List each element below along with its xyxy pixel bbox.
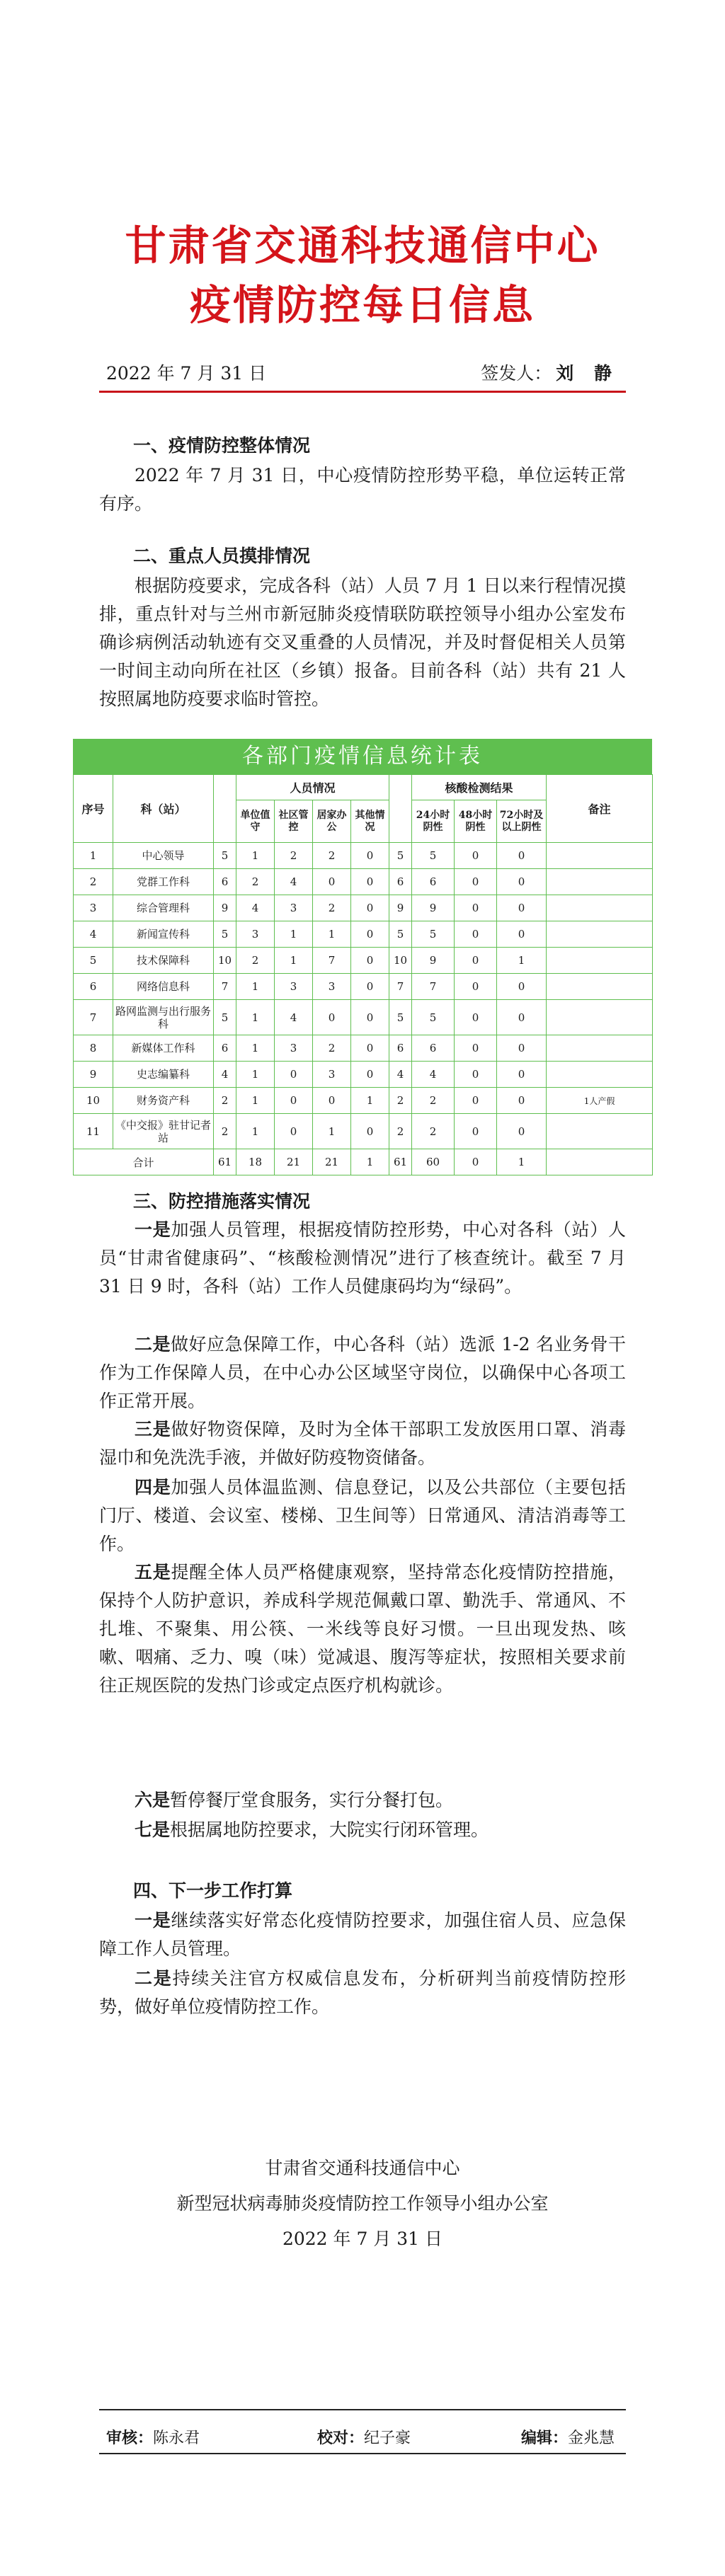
total-test-1: 0 <box>455 1149 497 1175</box>
row-dept: 中心领导 <box>113 843 214 869</box>
row-test-1: 0 <box>455 1035 497 1062</box>
item-lead: 二是 <box>135 1334 171 1355</box>
row-test-2: 0 <box>497 869 547 895</box>
section-2-heading: 二、重点人员摸排情况 <box>133 546 311 566</box>
row-no: 9 <box>74 1062 113 1088</box>
col-test-total <box>389 775 412 843</box>
table-row <box>74 1000 653 1035</box>
col-no: 序号 <box>74 775 113 843</box>
row-dept: 财务资产科 <box>113 1088 214 1114</box>
document-title-line1: 甘肃省交通科技通信中心 <box>125 222 600 270</box>
row-people-0: 1 <box>236 1114 275 1149</box>
col-total <box>214 775 236 843</box>
section-1-paragraph: 2022 年 7 月 31 日，中心疫情防控形势平稳，单位运转正常有序。 <box>99 465 626 514</box>
row-people-1: 0 <box>275 1088 313 1114</box>
row-test-total: 5 <box>389 843 412 869</box>
editor-name: 金兆慧 <box>568 2430 615 2447</box>
row-people-2: 2 <box>313 843 351 869</box>
row-people-2: 7 <box>313 948 351 974</box>
s3-item <box>99 1415 626 1472</box>
table-row <box>74 895 653 921</box>
proof-name: 纪子豪 <box>364 2430 411 2447</box>
item-lead: 六是 <box>135 1790 171 1810</box>
row-dept: 路网监测与出行服务科 <box>113 1000 214 1035</box>
row-total: 5 <box>214 921 236 948</box>
item-text: 持续关注官方权威信息发布，分析研判当前疫情防控形势，做好单位疫情防控工作。 <box>99 1968 626 2017</box>
row-total: 4 <box>214 1062 236 1088</box>
s3-item <box>99 1330 626 1415</box>
row-no: 3 <box>74 895 113 921</box>
row-test-2: 0 <box>497 1114 547 1149</box>
s3-item <box>99 1558 626 1700</box>
row-test-total: 2 <box>389 1088 412 1114</box>
footer-rule-top <box>99 2409 626 2410</box>
row-test-total: 6 <box>389 869 412 895</box>
row-test-0: 2 <box>412 1088 455 1114</box>
item-lead: 二是 <box>135 1968 173 1989</box>
total-label: 合计 <box>74 1149 214 1175</box>
row-no: 11 <box>74 1114 113 1149</box>
footer-editor <box>521 2426 615 2448</box>
row-remark <box>547 1000 653 1035</box>
row-people-0: 1 <box>236 1000 275 1035</box>
row-remark <box>547 921 653 948</box>
row-people-0: 1 <box>236 1088 275 1114</box>
row-test-2: 0 <box>497 1000 547 1035</box>
footer-rule-bottom <box>99 2453 626 2454</box>
row-test-total: 5 <box>389 1000 412 1035</box>
row-dept: 综合管理科 <box>113 895 214 921</box>
row-people-2: 0 <box>313 1088 351 1114</box>
row-people-3: 1 <box>351 1088 389 1114</box>
row-test-2: 0 <box>497 843 547 869</box>
row-people-3: 0 <box>351 1062 389 1088</box>
row-people-3: 0 <box>351 1000 389 1035</box>
issue-date: 2022 年 7 月 31 日 <box>106 363 267 384</box>
row-people-3: 0 <box>351 1035 389 1062</box>
footer-date: 2022 年 7 月 31 日 <box>282 2229 443 2249</box>
row-test-total: 7 <box>389 974 412 1000</box>
col-dept: 科（站） <box>113 775 214 843</box>
row-people-2: 1 <box>313 1114 351 1149</box>
item-lead: 三是 <box>135 1419 171 1439</box>
table-row <box>74 921 653 948</box>
footer-proof <box>317 2426 411 2448</box>
row-dept: 党群工作科 <box>113 869 214 895</box>
item-text: 加强人员管理，根据疫情防控形势，中心对各科（站）人员“甘肃省健康码”、“核酸检测情况”进行了核查统计。截至 7 月 31 日 9 时，各科（站）工作人员健康码均为“绿码”。 <box>99 1219 626 1296</box>
row-no: 2 <box>74 869 113 895</box>
row-people-3: 0 <box>351 843 389 869</box>
row-people-1: 2 <box>275 843 313 869</box>
row-no: 1 <box>74 843 113 869</box>
row-test-0: 6 <box>412 869 455 895</box>
row-test-total: 10 <box>389 948 412 974</box>
row-total: 10 <box>214 948 236 974</box>
row-test-0: 9 <box>412 895 455 921</box>
item-text: 做好应急保障工作，中心各科（站）选派 1-2 名业务骨干作为工作保障人员，在中心办公区域坚守岗位，以确保中心各项工作正常开展。 <box>99 1334 626 1411</box>
row-no: 10 <box>74 1088 113 1114</box>
s3-item <box>99 1816 626 1844</box>
row-total: 5 <box>214 843 236 869</box>
signer-name: 刘 静 <box>556 363 619 384</box>
total-test-total: 61 <box>389 1149 412 1175</box>
signer-label: 签发人： <box>481 363 552 384</box>
row-test-0: 7 <box>412 974 455 1000</box>
total-remark <box>547 1149 653 1175</box>
row-remark <box>547 1062 653 1088</box>
table-total-row <box>74 1149 653 1175</box>
table-row <box>74 1062 653 1088</box>
row-test-1: 0 <box>455 869 497 895</box>
row-remark <box>547 843 653 869</box>
row-dept: 新闻宣传科 <box>113 921 214 948</box>
row-total: 5 <box>214 1000 236 1035</box>
row-people-1: 3 <box>275 895 313 921</box>
row-remark <box>547 1035 653 1062</box>
row-people-0: 4 <box>236 895 275 921</box>
row-remark <box>547 948 653 974</box>
header-red-rule <box>99 391 626 393</box>
row-people-1: 1 <box>275 921 313 948</box>
document-title-line2: 疫情防控每日信息 <box>189 281 535 329</box>
row-remark <box>547 869 653 895</box>
row-remark <box>547 974 653 1000</box>
row-test-0: 5 <box>412 1000 455 1035</box>
review-name: 陈永君 <box>153 2430 200 2447</box>
s3-item <box>99 1473 626 1558</box>
sub-test-2: 72小时及以上阴性 <box>497 800 547 843</box>
row-dept: 网络信息科 <box>113 974 214 1000</box>
row-test-1: 0 <box>455 1000 497 1035</box>
row-people-0: 1 <box>236 1035 275 1062</box>
row-people-0: 1 <box>236 843 275 869</box>
row-no: 8 <box>74 1035 113 1062</box>
row-people-2: 3 <box>313 1062 351 1088</box>
item-text: 继续落实好常态化疫情防控要求，加强住宿人员、应急保障工作人员管理。 <box>99 1910 626 1959</box>
row-remark <box>547 895 653 921</box>
item-lead: 七是 <box>135 1819 171 1840</box>
table-row <box>74 1035 653 1062</box>
total-test-0: 60 <box>412 1149 455 1175</box>
item-lead: 四是 <box>135 1477 171 1497</box>
row-people-3: 0 <box>351 1114 389 1149</box>
row-test-2: 0 <box>497 1035 547 1062</box>
sub-people-1: 社区管控 <box>275 800 313 843</box>
row-test-2: 0 <box>497 974 547 1000</box>
row-test-total: 4 <box>389 1062 412 1088</box>
row-people-0: 2 <box>236 869 275 895</box>
footer-org-1: 甘肃省交通科技通信中心 <box>265 2158 460 2178</box>
row-people-1: 4 <box>275 869 313 895</box>
table-row <box>74 948 653 974</box>
editor-label: 编辑： <box>521 2430 569 2447</box>
sub-test-0: 24小时阴性 <box>412 800 455 843</box>
table-row <box>74 974 653 1000</box>
footer-org-2: 新型冠状病毒肺炎疫情防控工作领导小组办公室 <box>176 2193 549 2214</box>
row-people-1: 0 <box>275 1062 313 1088</box>
table-row <box>74 1114 653 1149</box>
footer-review <box>106 2426 200 2448</box>
row-people-1: 0 <box>275 1114 313 1149</box>
row-test-1: 0 <box>455 1062 497 1088</box>
sub-people-2: 居家办公 <box>313 800 351 843</box>
s3-item <box>99 1786 626 1815</box>
row-people-0: 3 <box>236 921 275 948</box>
row-people-1: 1 <box>275 948 313 974</box>
row-people-2: 0 <box>313 1000 351 1035</box>
row-test-0: 6 <box>412 1035 455 1062</box>
row-test-0: 4 <box>412 1062 455 1088</box>
group-people: 人员情况 <box>236 775 389 800</box>
row-people-3: 0 <box>351 948 389 974</box>
row-remark: 1人产假 <box>547 1088 653 1114</box>
table-title: 各部门疫情信息统计表 <box>73 739 652 774</box>
group-test: 核酸检测结果 <box>412 775 547 800</box>
row-total: 2 <box>214 1114 236 1149</box>
row-dept: 《中交报》驻甘记者站 <box>113 1114 214 1149</box>
row-total: 2 <box>214 1088 236 1114</box>
row-people-0: 1 <box>236 1062 275 1088</box>
total-people-0: 18 <box>236 1149 275 1175</box>
total-test-2: 1 <box>497 1149 547 1175</box>
row-dept: 新媒体工作科 <box>113 1035 214 1062</box>
row-test-0: 9 <box>412 948 455 974</box>
sub-test-1: 48小时阴性 <box>455 800 497 843</box>
section-3-heading: 三、防控措施落实情况 <box>133 1191 311 1212</box>
row-no: 4 <box>74 921 113 948</box>
proof-label: 校对： <box>317 2430 365 2447</box>
s4-item <box>99 1965 626 2021</box>
row-people-1: 3 <box>275 1035 313 1062</box>
row-test-total: 6 <box>389 1035 412 1062</box>
row-test-1: 0 <box>455 974 497 1000</box>
row-test-2: 0 <box>497 1088 547 1114</box>
total-people-1: 21 <box>275 1149 313 1175</box>
section-4-heading: 四、下一步工作打算 <box>133 1880 293 1901</box>
row-total: 6 <box>214 869 236 895</box>
item-lead: 一是 <box>135 1910 171 1931</box>
item-text: 根据属地防控要求，大院实行闭环管理。 <box>170 1819 489 1840</box>
row-dept: 技术保障科 <box>113 948 214 974</box>
item-text: 做好物资保障，及时为全体干部职工发放医用口罩、消毒湿巾和免洗洗手液，并做好防疫物资储备。 <box>99 1419 626 1468</box>
row-people-2: 3 <box>313 974 351 1000</box>
col-remark: 备注 <box>547 775 653 843</box>
total-total: 61 <box>214 1149 236 1175</box>
row-people-0: 2 <box>236 948 275 974</box>
row-test-total: 9 <box>389 895 412 921</box>
row-dept: 史志编纂科 <box>113 1062 214 1088</box>
row-test-2: 1 <box>497 948 547 974</box>
row-test-2: 0 <box>497 921 547 948</box>
item-lead: 五是 <box>135 1562 171 1582</box>
signer <box>481 360 619 385</box>
table-body <box>74 843 653 1175</box>
item-lead: 一是 <box>135 1219 171 1240</box>
total-people-3: 1 <box>351 1149 389 1175</box>
row-total: 6 <box>214 1035 236 1062</box>
total-people-2: 21 <box>313 1149 351 1175</box>
row-test-0: 5 <box>412 921 455 948</box>
row-no: 7 <box>74 1000 113 1035</box>
row-people-0: 1 <box>236 974 275 1000</box>
row-test-1: 0 <box>455 948 497 974</box>
row-people-1: 4 <box>275 1000 313 1035</box>
section-1-heading: 一、疫情防控整体情况 <box>133 435 311 456</box>
row-people-1: 3 <box>275 974 313 1000</box>
row-test-1: 0 <box>455 921 497 948</box>
sub-people-3: 其他情况 <box>351 800 389 843</box>
sub-people-0: 单位值守 <box>236 800 275 843</box>
row-test-0: 5 <box>412 843 455 869</box>
section-2-paragraph: 根据防疫要求，完成各科（站）人员 7 月 1 日以来行程情况摸排，重点针对与兰州市新冠肺炎疫情联防联控领导小组办公室发布确诊病例活动轨迹有交叉重叠的人员情况，并及时督促相关人员第一时间主动向所在社区（乡镇）报备。目前各科（站）共有 21 人按照属地防疫要求临时管控。 <box>99 575 626 709</box>
row-test-1: 0 <box>455 1088 497 1114</box>
row-total: 9 <box>214 895 236 921</box>
row-no: 6 <box>74 974 113 1000</box>
table-row <box>74 1088 653 1114</box>
row-people-2: 0 <box>313 869 351 895</box>
item-text: 提醒全体人员严格健康观察，坚持常态化疫情防控措施，保持个人防护意识，养成科学规范佩戴口罩、勤洗手、常通风、不扎堆、不聚集、用公筷、一米线等良好习惯。一旦出现发热、咳嗽、咽痛、乏力、嗅（味）觉减退、腹泻等症状，按照相关要求前往正规医院的发热门诊或定点医疗机构就诊。 <box>99 1562 626 1696</box>
item-text: 暂停餐厅堂食服务，实行分餐打包。 <box>170 1790 454 1810</box>
row-test-2: 0 <box>497 895 547 921</box>
row-test-total: 2 <box>389 1114 412 1149</box>
table-row <box>74 869 653 895</box>
row-test-2: 0 <box>497 1062 547 1088</box>
statistics-table <box>73 739 652 1175</box>
row-no: 5 <box>74 948 113 974</box>
table-row <box>74 843 653 869</box>
row-test-0: 2 <box>412 1114 455 1149</box>
review-label: 审核： <box>106 2430 154 2447</box>
row-people-3: 0 <box>351 974 389 1000</box>
row-people-2: 2 <box>313 895 351 921</box>
row-remark <box>547 1114 653 1149</box>
row-people-3: 0 <box>351 869 389 895</box>
row-total: 7 <box>214 974 236 1000</box>
row-test-1: 0 <box>455 843 497 869</box>
row-test-1: 0 <box>455 1114 497 1149</box>
item-text: 加强人员体温监测、信息登记，以及公共部位（主要包括门厅、楼道、会议室、楼梯、卫生间等）日常通风、清洁消毒等工作。 <box>99 1477 626 1554</box>
s4-item <box>99 1907 626 1963</box>
row-test-total: 5 <box>389 921 412 948</box>
row-people-3: 0 <box>351 921 389 948</box>
s3-item <box>99 1216 626 1301</box>
row-people-2: 1 <box>313 921 351 948</box>
row-people-2: 2 <box>313 1035 351 1062</box>
row-test-1: 0 <box>455 895 497 921</box>
row-people-3: 0 <box>351 895 389 921</box>
